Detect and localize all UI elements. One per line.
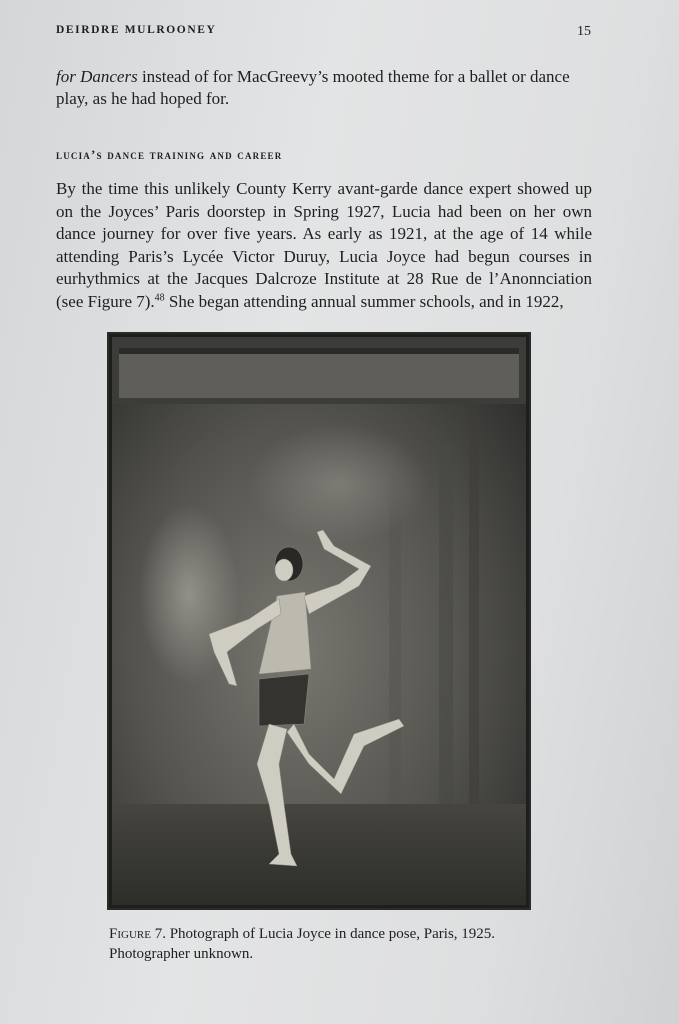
section-heading: lucia’s dance training and career (56, 147, 283, 162)
figure-photograph (109, 334, 529, 908)
footnote-ref[interactable]: 48 (154, 292, 165, 304)
paragraph-2 (56, 178, 592, 314)
running-head: DEIRDRE MULROONEY (56, 24, 217, 36)
figure-caption-text: Photograph of Lucia Joyce in dance pose, Paris, 1925. Photographer unknown. (109, 926, 496, 962)
paragraph-1-text: instead of for MacGreevy’s mooted theme for a ballet or dance play, as he had hoped for. (56, 67, 570, 108)
page-number: 15 (577, 24, 591, 39)
figure-caption (109, 924, 549, 964)
paragraph-1 (56, 66, 592, 110)
figure-label: Figure 7. (109, 926, 166, 942)
italic-title: for Dancers (56, 67, 138, 86)
paragraph-2-continuation: She began attending annual summer schools, and in 1922, (164, 291, 564, 311)
paragraph-2-text: By the time this unlikely County Kerry avant-garde dance expert showed up on the Joyces’ Paris doorstep in Spring 1927, Lucia had been on her own dance journey for over five years. As early as 1921, at the age of 14 while attending Paris’s Lycée Victor Duruy, Lucia Joyce had begun courses in eurhythmics at the Jacques Dalcroze Institute at 28 Rue de l’Anonnciation (see Figure 7). (56, 179, 592, 311)
dancer-photo (109, 334, 529, 908)
